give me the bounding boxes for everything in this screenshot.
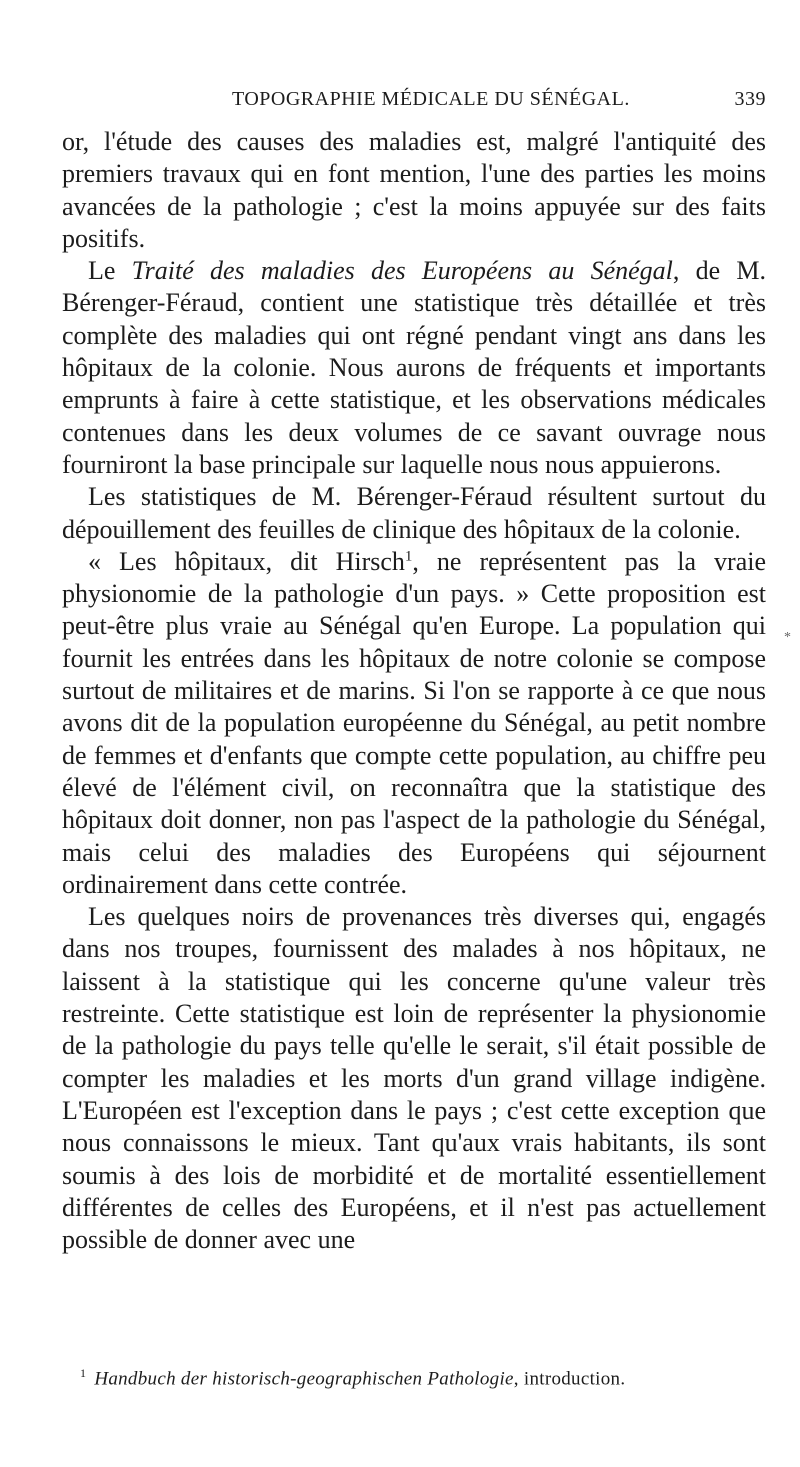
paragraph-5: Les quelques noirs de provenances très diverses qui, engagés dans nos troupes, fournissent des malades à nos hôpitaux, ne laissent à la statistique qui les concerne qu'une valeur très restreinte. Cette statistique est loin de représenter la physionomie de la pathologie du pays telle qu'elle le serait, s'il était possible de compter les maladies et les morts d'un grand village indigène. L'Européen est l'exception dans le pays ; c'est cette exception que nous connaissons le mieux. Tant qu'aux vrais habitants, ils sont soumis à des lois de morbidité et de mortalité essentiellement différentes de celles des Européens, et il n'est pas actuellement possible de donner avec une — [62, 902, 766, 1255]
page-number: 339 — [734, 88, 766, 110]
paragraph-4 — [62, 546, 766, 901]
footnote-reference[interactable]: 1 — [404, 548, 413, 565]
margin-asterisk-mark: * — [784, 630, 791, 645]
running-head-title: TOPOGRAPHIE MÉDICALE DU SÉNÉGAL. — [232, 88, 630, 110]
paragraph-2-start: Le — [88, 256, 132, 286]
paragraph-4-rest: , ne représentent pas la vraie physionomie de la pathologie d'un pays. » Cette proposition est peut-être plus vraie au Sénégal qu'en Europe. La population qui fournit les entrées dans les hôpitaux de notre colonie se compose surtout de militaires et de marins. Si l'on se rapporte à ce que nous avons dit de la population européenne du Sénégal, au petit nombre de femmes et d'enfants que compte cette population, au chiffre peu élevé de l'élément civil, on reconnaîtra que la statistique des hôpitaux doit donner, non pas l'aspect de la pathologie du Sénégal, mais celui des maladies des Européens qui séjournent ordinairement dans cette contrée. — [62, 546, 767, 899]
body-text — [62, 126, 766, 1256]
paragraph-4-start: « Les hôpitaux, dit Hirsch — [88, 546, 405, 576]
paragraph-2 — [62, 255, 766, 481]
paragraph-1: or, l'étude des causes des maladies est, malgré l'antiquité des premiers travaux qui en font mention, l'une des parties les moins avancées de la pathologie ; c'est la moins appuyée sur des faits positifs. — [62, 127, 766, 253]
running-head — [62, 88, 766, 124]
footnote-rest: , introduction. — [513, 1368, 626, 1390]
footnote-number: 1 — [80, 1366, 87, 1380]
paragraph-2-rest: , de M. Bérenger-Féraud, contient une statistique très détaillée et très complète des maladies qui ont régné pendant vingt ans dans les hôpitaux de la colonie. Nous aurons de fréquents et importants emprunts à faire à cette statistique, et les observations médicales contenues dans les deux volumes de ce savant ouvrage nous fourniront la base principale sur laquelle nous nous appuierons. — [62, 256, 767, 479]
book-title-traite: Traité des maladies des Européens au Sénégal — [131, 256, 673, 286]
book-page — [62, 88, 766, 1256]
footnote — [80, 1366, 625, 1390]
paragraph-3: Les statistiques de M. Bérenger-Féraud résultent surtout du dépouillement des feuilles de clinique des hôpitaux de la colonie. — [62, 482, 766, 544]
footnote-title: Handbuch der historisch-geographischen Pathologie — [94, 1368, 514, 1390]
